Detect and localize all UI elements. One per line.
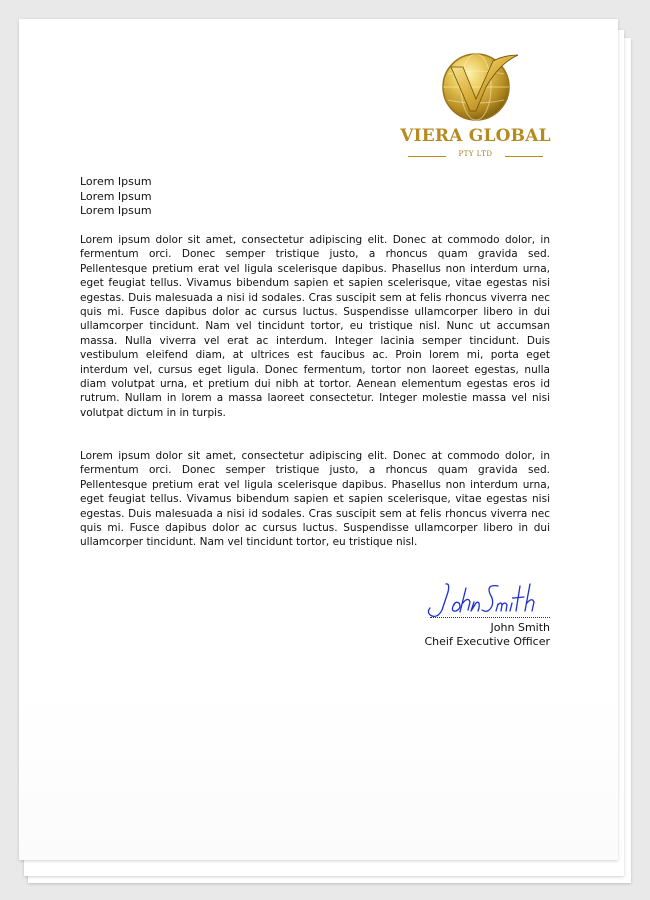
signature-line bbox=[430, 617, 550, 618]
address-line: Lorem Ipsum bbox=[80, 175, 152, 188]
company-suffix: PTY LTD bbox=[458, 150, 493, 158]
signer-name: John Smith bbox=[490, 621, 550, 634]
company-logo bbox=[398, 47, 553, 165]
divider bbox=[505, 156, 543, 157]
body-paragraph: Lorem ipsum dolor sit amet, consectetur adipiscing elit. Donec at commodo dolor, in fermentum orci. Donec semper tristique justo, a rhoncus quam gravida sed. Pellentesque pretium erat vel ligula scelerisque dapibus. Phasellus non interdum urna, eget feugiat tellus. Vivamus bibendum sapien et sapien scelerisque, vitae egestas nisi egestas. Duis malesuada a nisi id sodales. Cras suscipit sem at felis rhoncus viverra nec quis mi. Fusce dapibus dolor ac cursus luctus. Suspendisse ullamcorper libero in dui ullamcorper tincidunt. Nam vel tincidunt tortor, eu tristique nisl. bbox=[80, 450, 550, 549]
body-paragraph: Lorem ipsum dolor sit amet, consectetur adipiscing elit. Donec at commodo dolor, in fermentum orci. Donec semper tristique justo, a rhoncus quam gravida sed. Pellentesque pretium erat vel ligula scelerisque dapibus. Phasellus non interdum urna, eget feugiat tellus. Vivamus bibendum sapien et sapien scelerisque, vitae egestas nisi egestas. Duis malesuada a nisi id sodales. Cras suscipit sem at felis rhoncus viverra nec quis mi. Fusce dapibus dolor ac cursus luctus. Suspendisse ullamcorper libero in dui ullamcorper tincidunt. Nam vel tincidunt tortor, eu tristique nisl. Nunc ut accumsan massa. Nulla viverra vel erat ac interdum. Integer lacinia semper tincidunt. Duis vestibulum eleifend diam, at ultrices est faucibus ac. Proin lorem mi, porta eget interdum vel, cursus eget ligula. Donec fermentum, tortor non laoreet egestas, nulla diam volutpat urna, et pretium dui nibh at tortor. Aenean elementum egestas eros id rutrum. Nullam in lorem a massa laoreet consectetur. Integer molestie massa vel nisi volutpat dictum in in turpis. bbox=[80, 234, 550, 419]
address-line: Lorem Ipsum bbox=[80, 189, 152, 203]
address-block bbox=[80, 175, 152, 219]
address-line: Lorem Ipsum bbox=[80, 204, 152, 217]
company-suffix-row bbox=[404, 150, 547, 162]
signer-title: Cheif Executive Officer bbox=[424, 635, 550, 648]
globe-checkmark-icon bbox=[438, 47, 518, 125]
handwritten-signature bbox=[424, 578, 552, 620]
company-name: VIERA GLOBAL bbox=[400, 126, 551, 146]
